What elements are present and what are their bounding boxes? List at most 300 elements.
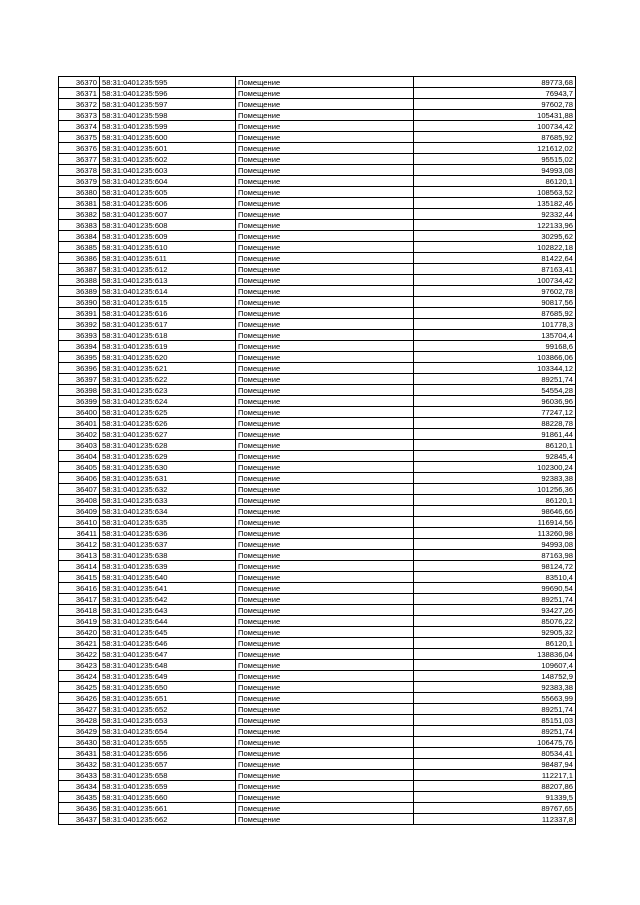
- table-row: [59, 231, 576, 242]
- object-type-cell: Помещение: [236, 572, 414, 583]
- row-number-cell: 36389: [59, 286, 100, 297]
- cadastral-value-cell: 98646,66: [414, 506, 576, 517]
- row-number-cell: 36370: [59, 77, 100, 88]
- cadastral-number-cell: 58:31:0401235:597: [100, 99, 236, 110]
- row-number-cell: 36432: [59, 759, 100, 770]
- row-number-cell: 36384: [59, 231, 100, 242]
- row-number-cell: 36387: [59, 264, 100, 275]
- object-type-cell: Помещение: [236, 209, 414, 220]
- object-type-cell: Помещение: [236, 748, 414, 759]
- row-number-cell: 36435: [59, 792, 100, 803]
- object-type-cell: Помещение: [236, 154, 414, 165]
- cadastral-number-cell: 58:31:0401235:632: [100, 484, 236, 495]
- object-type-cell: Помещение: [236, 341, 414, 352]
- cadastral-value-cell: 98487,94: [414, 759, 576, 770]
- cadastral-number-cell: 58:31:0401235:643: [100, 605, 236, 616]
- cadastral-value-cell: 92845,4: [414, 451, 576, 462]
- table-row: [59, 627, 576, 638]
- table-row: [59, 286, 576, 297]
- object-type-cell: Помещение: [236, 616, 414, 627]
- table-row: [59, 297, 576, 308]
- cadastral-number-cell: 58:31:0401235:603: [100, 165, 236, 176]
- table-row: [59, 682, 576, 693]
- cadastral-number-cell: 58:31:0401235:661: [100, 803, 236, 814]
- object-type-cell: Помещение: [236, 561, 414, 572]
- object-type-cell: Помещение: [236, 792, 414, 803]
- row-number-cell: 36408: [59, 495, 100, 506]
- row-number-cell: 36402: [59, 429, 100, 440]
- table-row: [59, 209, 576, 220]
- table-row: [59, 110, 576, 121]
- cadastral-value-cell: 89251,74: [414, 726, 576, 737]
- cadastral-value-cell: 89773,68: [414, 77, 576, 88]
- table-row: [59, 616, 576, 627]
- object-type-cell: Помещение: [236, 429, 414, 440]
- row-number-cell: 36385: [59, 242, 100, 253]
- table-row: [59, 187, 576, 198]
- object-type-cell: Помещение: [236, 506, 414, 517]
- table-row: [59, 418, 576, 429]
- cadastral-number-cell: 58:31:0401235:599: [100, 121, 236, 132]
- row-number-cell: 36410: [59, 517, 100, 528]
- cadastral-value-cell: 97602,78: [414, 99, 576, 110]
- cadastral-number-cell: 58:31:0401235:622: [100, 374, 236, 385]
- row-number-cell: 36397: [59, 374, 100, 385]
- cadastral-value-cell: 90817,56: [414, 297, 576, 308]
- cadastral-number-cell: 58:31:0401235:633: [100, 495, 236, 506]
- cadastral-value-cell: 54554,28: [414, 385, 576, 396]
- object-type-cell: Помещение: [236, 407, 414, 418]
- object-type-cell: Помещение: [236, 715, 414, 726]
- row-number-cell: 36431: [59, 748, 100, 759]
- cadastral-number-cell: 58:31:0401235:651: [100, 693, 236, 704]
- row-number-cell: 36377: [59, 154, 100, 165]
- cadastral-number-cell: 58:31:0401235:595: [100, 77, 236, 88]
- table-row: [59, 242, 576, 253]
- cadastral-number-cell: 58:31:0401235:610: [100, 242, 236, 253]
- cadastral-value-cell: 113260,98: [414, 528, 576, 539]
- cadastral-value-cell: 92383,38: [414, 473, 576, 484]
- cadastral-number-cell: 58:31:0401235:604: [100, 176, 236, 187]
- row-number-cell: 36411: [59, 528, 100, 539]
- row-number-cell: 36416: [59, 583, 100, 594]
- row-number-cell: 36375: [59, 132, 100, 143]
- cadastral-value-cell: 121612,02: [414, 143, 576, 154]
- object-type-cell: Помещение: [236, 418, 414, 429]
- table-row: [59, 220, 576, 231]
- cadastral-value-cell: 99690,54: [414, 583, 576, 594]
- cadastral-number-cell: 58:31:0401235:636: [100, 528, 236, 539]
- object-type-cell: Помещение: [236, 484, 414, 495]
- cadastral-value-cell: 116914,56: [414, 517, 576, 528]
- object-type-cell: Помещение: [236, 88, 414, 99]
- table-row: [59, 715, 576, 726]
- object-type-cell: Помещение: [236, 176, 414, 187]
- object-type-cell: Помещение: [236, 539, 414, 550]
- cadastral-number-cell: 58:31:0401235:655: [100, 737, 236, 748]
- row-number-cell: 36399: [59, 396, 100, 407]
- table-row: [59, 495, 576, 506]
- cadastral-value-cell: 99168,6: [414, 341, 576, 352]
- cadastral-value-cell: 96036,96: [414, 396, 576, 407]
- object-type-cell: Помещение: [236, 253, 414, 264]
- cadastral-value-cell: 100734,42: [414, 275, 576, 286]
- table-row: [59, 352, 576, 363]
- cadastral-value-cell: 55663,99: [414, 693, 576, 704]
- cadastral-value-cell: 135182,46: [414, 198, 576, 209]
- table-row: [59, 154, 576, 165]
- table-row: [59, 198, 576, 209]
- table-row: [59, 539, 576, 550]
- cadastral-number-cell: 58:31:0401235:615: [100, 297, 236, 308]
- cadastral-number-cell: 58:31:0401235:608: [100, 220, 236, 231]
- object-type-cell: Помещение: [236, 682, 414, 693]
- table-row: [59, 759, 576, 770]
- table-row: [59, 594, 576, 605]
- cadastral-value-cell: 138836,04: [414, 649, 576, 660]
- cadastral-number-cell: 58:31:0401235:645: [100, 627, 236, 638]
- object-type-cell: Помещение: [236, 165, 414, 176]
- table-row: [59, 660, 576, 671]
- cadastral-number-cell: 58:31:0401235:624: [100, 396, 236, 407]
- table-row: [59, 308, 576, 319]
- cadastral-number-cell: 58:31:0401235:623: [100, 385, 236, 396]
- row-number-cell: 36405: [59, 462, 100, 473]
- cadastral-number-cell: 58:31:0401235:650: [100, 682, 236, 693]
- cadastral-number-cell: 58:31:0401235:605: [100, 187, 236, 198]
- table-row: [59, 550, 576, 561]
- row-number-cell: 36424: [59, 671, 100, 682]
- object-type-cell: Помещение: [236, 275, 414, 286]
- row-number-cell: 36425: [59, 682, 100, 693]
- cadastral-value-cell: 89251,74: [414, 374, 576, 385]
- object-type-cell: Помещение: [236, 627, 414, 638]
- cadastral-value-cell: 87685,92: [414, 308, 576, 319]
- row-number-cell: 36390: [59, 297, 100, 308]
- table-row: [59, 275, 576, 286]
- object-type-cell: Помещение: [236, 660, 414, 671]
- table-row: [59, 253, 576, 264]
- cadastral-value-cell: 122133,96: [414, 220, 576, 231]
- table-row: [59, 462, 576, 473]
- table-row: [59, 792, 576, 803]
- row-number-cell: 36372: [59, 99, 100, 110]
- row-number-cell: 36391: [59, 308, 100, 319]
- cadastral-number-cell: 58:31:0401235:629: [100, 451, 236, 462]
- cadastral-value-cell: 91861,44: [414, 429, 576, 440]
- cadastral-number-cell: 58:31:0401235:657: [100, 759, 236, 770]
- row-number-cell: 36436: [59, 803, 100, 814]
- cadastral-value-table: [58, 76, 576, 825]
- table-row: [59, 506, 576, 517]
- cadastral-value-cell: 91339,5: [414, 792, 576, 803]
- cadastral-value-cell: 87163,41: [414, 264, 576, 275]
- object-type-cell: Помещение: [236, 385, 414, 396]
- cadastral-value-cell: 103344,12: [414, 363, 576, 374]
- cadastral-value-cell: 109607,4: [414, 660, 576, 671]
- row-number-cell: 36394: [59, 341, 100, 352]
- object-type-cell: Помещение: [236, 121, 414, 132]
- cadastral-number-cell: 58:31:0401235:640: [100, 572, 236, 583]
- table-row: [59, 781, 576, 792]
- row-number-cell: 36428: [59, 715, 100, 726]
- cadastral-number-cell: 58:31:0401235:626: [100, 418, 236, 429]
- table-row: [59, 132, 576, 143]
- cadastral-number-cell: 58:31:0401235:617: [100, 319, 236, 330]
- row-number-cell: 36414: [59, 561, 100, 572]
- cadastral-value-cell: 101256,36: [414, 484, 576, 495]
- cadastral-value-cell: 92383,38: [414, 682, 576, 693]
- row-number-cell: 36423: [59, 660, 100, 671]
- row-number-cell: 36380: [59, 187, 100, 198]
- cadastral-number-cell: 58:31:0401235:642: [100, 594, 236, 605]
- row-number-cell: 36388: [59, 275, 100, 286]
- cadastral-number-cell: 58:31:0401235:598: [100, 110, 236, 121]
- row-number-cell: 36404: [59, 451, 100, 462]
- cadastral-value-cell: 103866,06: [414, 352, 576, 363]
- cadastral-value-cell: 108563,52: [414, 187, 576, 198]
- object-type-cell: Помещение: [236, 671, 414, 682]
- table-row: [59, 561, 576, 572]
- cadastral-value-cell: 80534,41: [414, 748, 576, 759]
- row-number-cell: 36396: [59, 363, 100, 374]
- cadastral-number-cell: 58:31:0401235:639: [100, 561, 236, 572]
- row-number-cell: 36419: [59, 616, 100, 627]
- cadastral-number-cell: 58:31:0401235:653: [100, 715, 236, 726]
- cadastral-value-cell: 97602,78: [414, 286, 576, 297]
- cadastral-value-cell: 100734,42: [414, 121, 576, 132]
- cadastral-value-cell: 98124,72: [414, 561, 576, 572]
- row-number-cell: 36393: [59, 330, 100, 341]
- row-number-cell: 36381: [59, 198, 100, 209]
- table-row: [59, 77, 576, 88]
- table-row: [59, 363, 576, 374]
- row-number-cell: 36403: [59, 440, 100, 451]
- table-row: [59, 165, 576, 176]
- object-type-cell: Помещение: [236, 77, 414, 88]
- object-type-cell: Помещение: [236, 110, 414, 121]
- table-row: [59, 451, 576, 462]
- row-number-cell: 36400: [59, 407, 100, 418]
- table-row: [59, 704, 576, 715]
- row-number-cell: 36386: [59, 253, 100, 264]
- row-number-cell: 36406: [59, 473, 100, 484]
- object-type-cell: Помещение: [236, 814, 414, 825]
- table-row: [59, 385, 576, 396]
- object-type-cell: Помещение: [236, 374, 414, 385]
- row-number-cell: 36398: [59, 385, 100, 396]
- cadastral-value-cell: 77247,12: [414, 407, 576, 418]
- object-type-cell: Помещение: [236, 187, 414, 198]
- row-number-cell: 36420: [59, 627, 100, 638]
- row-number-cell: 36426: [59, 693, 100, 704]
- object-type-cell: Помещение: [236, 495, 414, 506]
- object-type-cell: Помещение: [236, 330, 414, 341]
- cadastral-value-cell: 85151,03: [414, 715, 576, 726]
- cadastral-value-cell: 105431,88: [414, 110, 576, 121]
- row-number-cell: 36437: [59, 814, 100, 825]
- cadastral-number-cell: 58:31:0401235:625: [100, 407, 236, 418]
- table-row: [59, 737, 576, 748]
- cadastral-number-cell: 58:31:0401235:638: [100, 550, 236, 561]
- cadastral-value-cell: 102822,18: [414, 242, 576, 253]
- row-number-cell: 36429: [59, 726, 100, 737]
- object-type-cell: Помещение: [236, 440, 414, 451]
- object-type-cell: Помещение: [236, 594, 414, 605]
- cadastral-value-cell: 94993,08: [414, 539, 576, 550]
- table-row: [59, 803, 576, 814]
- object-type-cell: Помещение: [236, 528, 414, 539]
- cadastral-number-cell: 58:31:0401235:627: [100, 429, 236, 440]
- cadastral-number-cell: 58:31:0401235:658: [100, 770, 236, 781]
- object-type-cell: Помещение: [236, 517, 414, 528]
- cadastral-value-cell: 83510,4: [414, 572, 576, 583]
- row-number-cell: 36395: [59, 352, 100, 363]
- table-row: [59, 605, 576, 616]
- object-type-cell: Помещение: [236, 286, 414, 297]
- object-type-cell: Помещение: [236, 297, 414, 308]
- row-number-cell: 36422: [59, 649, 100, 660]
- cadastral-value-cell: 87163,98: [414, 550, 576, 561]
- row-number-cell: 36373: [59, 110, 100, 121]
- table-row: [59, 649, 576, 660]
- table-row: [59, 693, 576, 704]
- object-type-cell: Помещение: [236, 473, 414, 484]
- cadastral-value-cell: 87685,92: [414, 132, 576, 143]
- table-row: [59, 726, 576, 737]
- cadastral-number-cell: 58:31:0401235:634: [100, 506, 236, 517]
- table-row: [59, 638, 576, 649]
- table-row: [59, 143, 576, 154]
- cadastral-number-cell: 58:31:0401235:635: [100, 517, 236, 528]
- object-type-cell: Помещение: [236, 264, 414, 275]
- cadastral-number-cell: 58:31:0401235:609: [100, 231, 236, 242]
- row-number-cell: 36430: [59, 737, 100, 748]
- cadastral-value-cell: 86120,1: [414, 440, 576, 451]
- table-row: [59, 572, 576, 583]
- object-type-cell: Помещение: [236, 319, 414, 330]
- table-row: [59, 121, 576, 132]
- table-row: [59, 99, 576, 110]
- cadastral-number-cell: 58:31:0401235:616: [100, 308, 236, 319]
- cadastral-number-cell: 58:31:0401235:662: [100, 814, 236, 825]
- cadastral-number-cell: 58:31:0401235:607: [100, 209, 236, 220]
- table-row: [59, 319, 576, 330]
- object-type-cell: Помещение: [236, 132, 414, 143]
- cadastral-value-cell: 112337,8: [414, 814, 576, 825]
- row-number-cell: 36376: [59, 143, 100, 154]
- object-type-cell: Помещение: [236, 803, 414, 814]
- row-number-cell: 36382: [59, 209, 100, 220]
- cadastral-number-cell: 58:31:0401235:660: [100, 792, 236, 803]
- row-number-cell: 36433: [59, 770, 100, 781]
- object-type-cell: Помещение: [236, 693, 414, 704]
- cadastral-value-cell: 88228,78: [414, 418, 576, 429]
- object-type-cell: Помещение: [236, 231, 414, 242]
- object-type-cell: Помещение: [236, 363, 414, 374]
- cadastral-value-cell: 86120,1: [414, 638, 576, 649]
- cadastral-value-cell: 92332,44: [414, 209, 576, 220]
- cadastral-number-cell: 58:31:0401235:637: [100, 539, 236, 550]
- cadastral-number-cell: 58:31:0401235:619: [100, 341, 236, 352]
- cadastral-value-cell: 86120,1: [414, 495, 576, 506]
- table-row: [59, 484, 576, 495]
- row-number-cell: 36378: [59, 165, 100, 176]
- row-number-cell: 36374: [59, 121, 100, 132]
- object-type-cell: Помещение: [236, 242, 414, 253]
- row-number-cell: 36371: [59, 88, 100, 99]
- object-type-cell: Помещение: [236, 396, 414, 407]
- object-type-cell: Помещение: [236, 759, 414, 770]
- cadastral-number-cell: 58:31:0401235:630: [100, 462, 236, 473]
- cadastral-value-cell: 106475,76: [414, 737, 576, 748]
- cadastral-number-cell: 58:31:0401235:612: [100, 264, 236, 275]
- object-type-cell: Помещение: [236, 770, 414, 781]
- object-type-cell: Помещение: [236, 451, 414, 462]
- cadastral-number-cell: 58:31:0401235:602: [100, 154, 236, 165]
- cadastral-number-cell: 58:31:0401235:618: [100, 330, 236, 341]
- cadastral-value-cell: 89251,74: [414, 594, 576, 605]
- table-body: [59, 77, 576, 825]
- cadastral-number-cell: 58:31:0401235:596: [100, 88, 236, 99]
- cadastral-number-cell: 58:31:0401235:606: [100, 198, 236, 209]
- table-row: [59, 407, 576, 418]
- row-number-cell: 36383: [59, 220, 100, 231]
- table-row: [59, 528, 576, 539]
- object-type-cell: Помещение: [236, 638, 414, 649]
- cadastral-value-cell: 148752,9: [414, 671, 576, 682]
- object-type-cell: Помещение: [236, 583, 414, 594]
- cadastral-value-cell: 94993,08: [414, 165, 576, 176]
- cadastral-number-cell: 58:31:0401235:620: [100, 352, 236, 363]
- row-number-cell: 36413: [59, 550, 100, 561]
- cadastral-number-cell: 58:31:0401235:656: [100, 748, 236, 759]
- cadastral-value-cell: 76943,7: [414, 88, 576, 99]
- cadastral-number-cell: 58:31:0401235:614: [100, 286, 236, 297]
- cadastral-number-cell: 58:31:0401235:613: [100, 275, 236, 286]
- table-row: [59, 814, 576, 825]
- cadastral-number-cell: 58:31:0401235:641: [100, 583, 236, 594]
- object-type-cell: Помещение: [236, 462, 414, 473]
- cadastral-number-cell: 58:31:0401235:652: [100, 704, 236, 715]
- table-row: [59, 264, 576, 275]
- table-row: [59, 374, 576, 385]
- cadastral-number-cell: 58:31:0401235:644: [100, 616, 236, 627]
- table-row: [59, 748, 576, 759]
- cadastral-number-cell: 58:31:0401235:646: [100, 638, 236, 649]
- cadastral-number-cell: 58:31:0401235:648: [100, 660, 236, 671]
- object-type-cell: Помещение: [236, 726, 414, 737]
- row-number-cell: 36418: [59, 605, 100, 616]
- cadastral-value-cell: 101778,3: [414, 319, 576, 330]
- cadastral-value-cell: 95515,02: [414, 154, 576, 165]
- object-type-cell: Помещение: [236, 198, 414, 209]
- row-number-cell: 36409: [59, 506, 100, 517]
- object-type-cell: Помещение: [236, 550, 414, 561]
- cadastral-number-cell: 58:31:0401235:600: [100, 132, 236, 143]
- cadastral-value-cell: 92905,32: [414, 627, 576, 638]
- cadastral-value-cell: 112217,1: [414, 770, 576, 781]
- object-type-cell: Помещение: [236, 704, 414, 715]
- table-row: [59, 671, 576, 682]
- row-number-cell: 36427: [59, 704, 100, 715]
- table-row: [59, 517, 576, 528]
- object-type-cell: Помещение: [236, 308, 414, 319]
- row-number-cell: 36407: [59, 484, 100, 495]
- table-row: [59, 88, 576, 99]
- row-number-cell: 36401: [59, 418, 100, 429]
- cadastral-value-cell: 30295,62: [414, 231, 576, 242]
